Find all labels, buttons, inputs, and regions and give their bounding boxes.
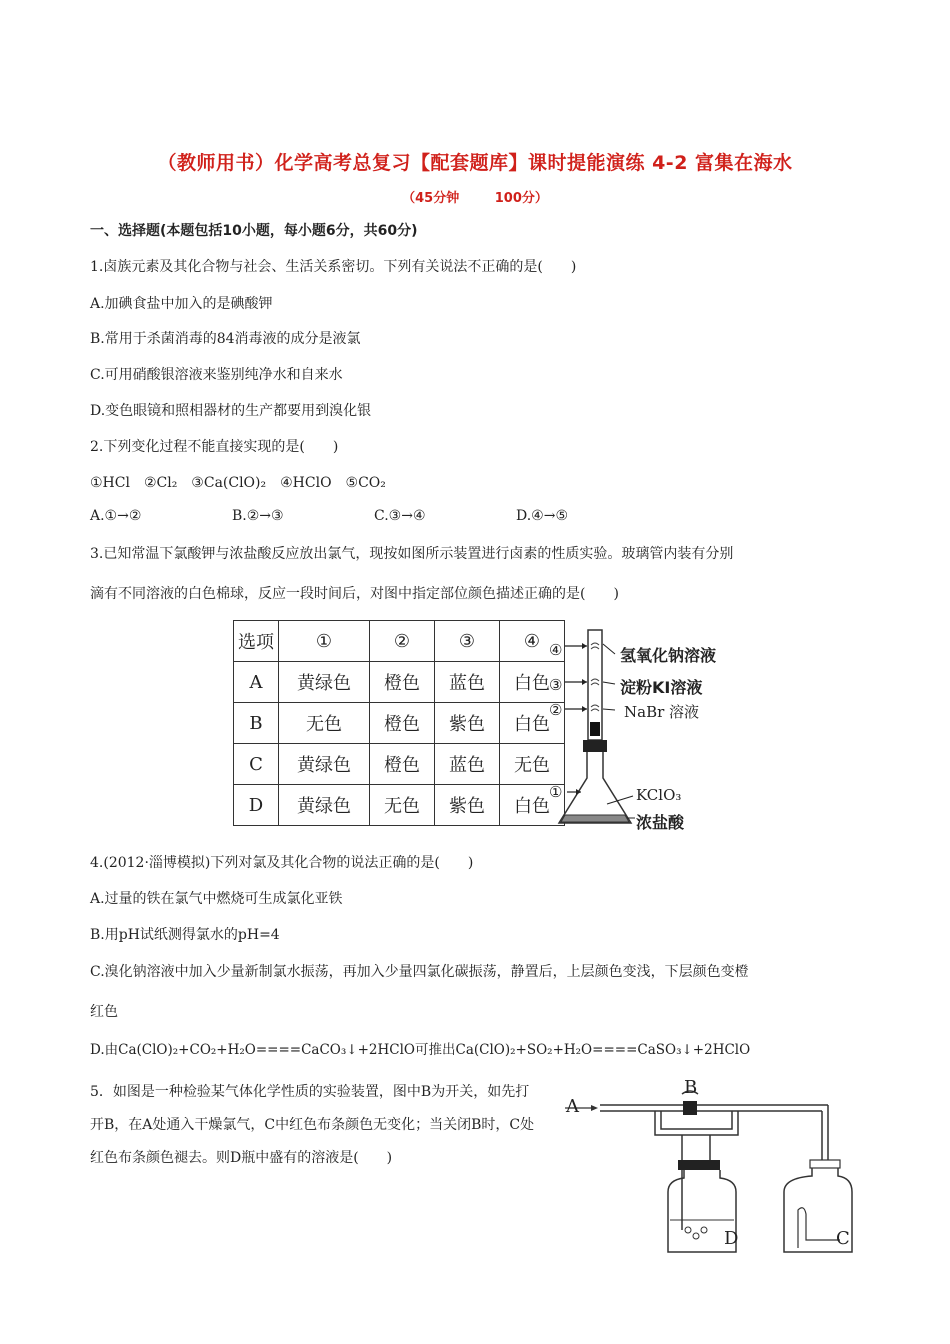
marker-1: ① [549,783,563,801]
label-b: B [684,1077,698,1098]
arrowhead [582,706,587,712]
q1-stem: 1.卤族元素及其化合物与社会、生活关系密切。下列有关说法不正确的是( ) [90,259,577,275]
table-row [234,703,565,744]
q1-option-b: B.常用于杀菌消毒的84消毒液的成分是液氯 [90,331,361,347]
q3-stem-line1: 3.已知常温下氯酸钾与浓盐酸反应放出氯气，现按如图所示装置进行卤素的性质实验。玻璃管内装有分别 [90,546,734,562]
label-kclo3: KClO₃ [636,786,682,804]
q4-option-c: C.溴化钠溶液中加入少量新制氯水振荡，再加入少量四氯化碳振荡，静置后，上层颜色变浅，下层颜色变橙 [90,964,749,980]
arrowhead [582,643,587,649]
q1-option-d: D.变色眼镜和照相器材的生产都要用到溴化银 [90,403,372,419]
table-cell: 紫色 [435,785,500,826]
conical-flask [559,752,631,823]
table-cell: 紫色 [435,703,500,744]
table-cell: B [234,703,279,744]
table-cell: 黄绿色 [279,662,370,703]
q3-stem-line2: 滴有不同溶液的白色棉球，反应一段时间后，对图中指定部位颜色描述正确的是( ) [90,586,619,602]
q1-option-a: A.加碘食盐中加入的是碘酸钾 [90,296,273,312]
table-cell: 橙色 [370,744,435,785]
marker-2: ② [549,701,563,719]
cotton-ball [591,705,599,711]
leader-line [607,796,633,804]
leader-line [603,709,615,710]
leader-line [603,682,615,684]
label-hcl: 浓盐酸 [636,813,685,832]
page-subtitle: （45分钟 100分） [402,191,548,206]
table-header-cell: ③ [435,621,500,662]
table-cell: 白色 [500,662,565,703]
q2-stem: 2.下列变化过程不能直接实现的是( ) [90,439,339,455]
q4-stem: 4.(2012·淄博模拟)下列对氯及其化合物的说法正确的是( ) [90,855,474,871]
arrowhead [591,1105,598,1111]
table-cell: 橙色 [370,703,435,744]
q5-stem: 5．如图是一种检验某气体化学性质的实验装置，图中B为开关，如先打开B，在A处通入干燥氯气，C中红色布条颜色无变化；当关闭B时，C处红色布条颜色褪去。则D瓶中盛有的溶液是( ) [90,1084,535,1166]
q4-option-b: B.用pH试纸测得氯水的pH=4 [90,927,280,943]
table-cell: 橙色 [370,662,435,703]
q3-answer-table [233,620,565,826]
bottle-c-cap [810,1160,840,1168]
table-cell: 无色 [370,785,435,826]
table-header-cell: ② [370,621,435,662]
leader-line [603,644,615,654]
section-heading: 一、选择题(本题包括10小题，每小题6分，共60分) [90,223,418,239]
q5-apparatus-figure [560,1080,860,1260]
cotton-ball [591,679,599,685]
table-row [234,744,565,785]
label-d: D [724,1228,739,1249]
table-cell: 无色 [279,703,370,744]
arrowhead [582,679,587,685]
table-header-row [234,621,565,662]
q4-option-d: D.由Ca(ClO)₂+CO₂+H₂O====CaCO₃↓+2HClO可推出Ca(ClO)₂+SO₂+H₂O====CaSO₃↓+2HClO [90,1042,751,1058]
table-cell: A [234,662,279,703]
table-cell: D [234,785,279,826]
bottle-d-cap [678,1160,720,1170]
table-cell: 黄绿色 [279,785,370,826]
marker-4: ④ [549,641,563,659]
tube-plug [590,722,600,736]
label-a: A [566,1096,579,1117]
q2-option-d: D.④→⑤ [516,508,569,524]
table-cell: 蓝色 [435,744,500,785]
page-title: （教师用书）化学高考总复习【配套题库】课时提能演练 4-2 富集在海水 [157,152,793,174]
marker-3: ③ [549,676,563,694]
table-header-cell: ① [279,621,370,662]
label-nabr: NaBr 溶液 [624,703,700,721]
bubble [693,1233,699,1239]
table-cell: 无色 [500,744,565,785]
flask-liquid [561,815,629,822]
q4-option-c-cont: 红色 [90,1004,118,1020]
q2-option-a: A.①→② [90,508,142,524]
table-cell: 白色 [500,703,565,744]
q4-option-a: A.过量的铁在氯气中燃烧可生成氯化亚铁 [90,891,343,907]
q1-option-c: C.可用硝酸银溶液来鉴别纯净水和自来水 [90,367,343,383]
table-header-cell: 选项 [234,621,279,662]
rubber-stopper [583,740,607,752]
q2-option-b: B.②→③ [232,508,284,524]
switch-b [683,1101,697,1115]
cotton-ball [591,643,599,649]
table-cell: 蓝色 [435,662,500,703]
label-c: C [836,1228,850,1249]
label-starch-ki: 淀粉KI溶液 [620,678,703,697]
bubble [685,1227,691,1233]
table-header-cell: ④ [500,621,565,662]
table-cell: C [234,744,279,785]
q2-option-c: C.③→④ [374,508,426,524]
table-row [234,785,565,826]
label-naoh: 氢氧化钠溶液 [620,646,717,665]
red-cloth-strip [798,1208,840,1248]
bubble [701,1227,707,1233]
q2-items: ①HCl ②Cl₂ ③Ca(ClO)₂ ④HClO ⑤CO₂ [90,475,386,491]
table-cell: 白色 [500,785,565,826]
table-row [234,662,565,703]
table-cell: 黄绿色 [279,744,370,785]
